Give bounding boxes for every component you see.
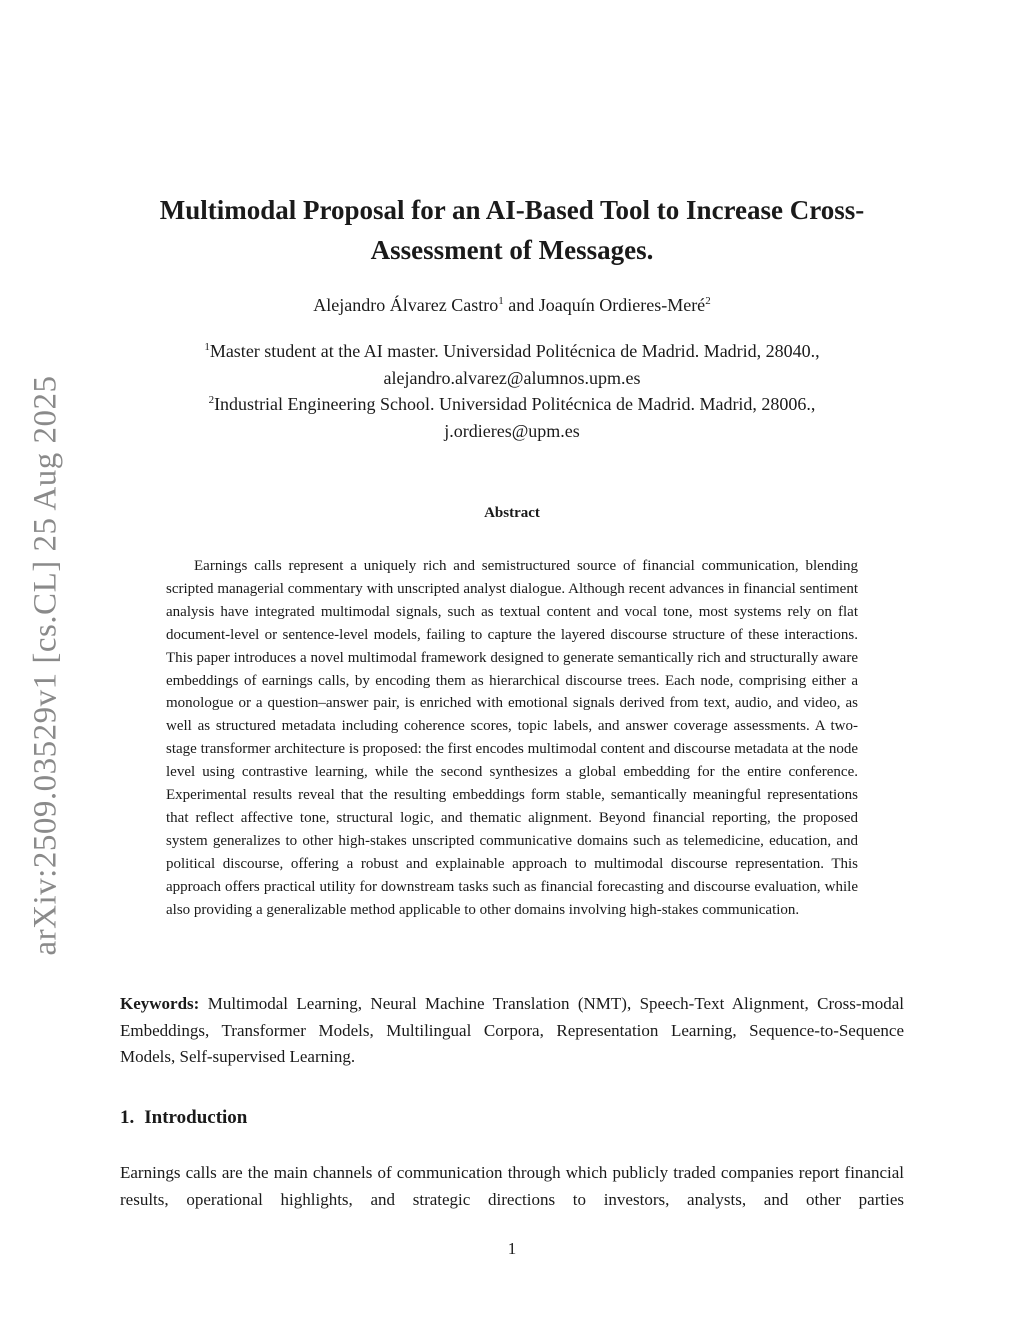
affiliations [120,338,904,444]
introduction-text: Earnings calls are the main channels of communication through which publicly traded companies report financial results, operational highlights, and strategic directions to investors, analysts, and other parties [120,1163,904,1209]
author-line [120,292,904,318]
section-number: 1. [120,1107,135,1128]
affiliation-text: Industrial Engineering School. Universidad Politécnica de Madrid. Madrid, 28006., [214,394,816,414]
section-heading-introduction [120,1105,904,1131]
keywords-text: Multimodal Learning, Neural Machine Translation (NMT), Speech-Text Alignment, Cross-modal Embeddings, Transformer Models, Multilingual Corpora, Representation Learning, Sequence-to-Sequence Models, Self-supervised Learning. [120,994,905,1066]
author-name: Alejandro Álvarez Castro [313,295,499,315]
abstract-text: Earnings calls represent a uniquely rich and semistructured source of financial communication, blending scripted managerial commentary with unscripted analyst dialogue. Although recent advances in financial sentiment analysis have integrated multimodal signals, such as textual content and vocal tone, most systems rely on flat document-level or sentence-level models, failing to capture the layered discourse structure of these interactions. This paper introduces a novel multimodal framework designed to generate semantically rich and structurally aware embeddings of earnings calls, by encoding them as hierarchical discourse trees. Each node, comprising either a monologue or a question–answer pair, is enriched with emotional signals derived from text, audio, and video, as well as structured metadata including coherence scores, topic labels, and answer coverage assessments. A two-stage transformer architecture is proposed: the first encodes multimodal content and discourse metadata at the node level using contrastive learning, while the second synthesizes a global embedding for the entire conference. Experimental results reveal that the resulting embeddings form stable, semantically meaningful representations that reflect affective tone, structural logic, and thematic alignment. Beyond financial reporting, the proposed system generalizes to other high-stakes unscripted communicative domains such as telemedicine, education, and political discourse, offering a robust and explainable approach to multimodal discourse representation. This approach offers practical utility for downstream tasks such as financial forecasting and discourse evaluation, while also providing a generalizable method applicable to other domains involving high-stakes communication. [166,558,858,918]
page-number: 1 [507,1239,517,1258]
author-name: Joaquín Ordieres-Meré [538,295,706,315]
paper-title: Multimodal Proposal for an AI-Based Tool to Increase Cross-Assessment of Messages. [159,195,865,265]
arxiv-identifier-stamp [23,370,69,960]
affiliation-email: alejandro.alvarez@alumnos.upm.es [383,367,641,388]
keywords-paragraph [120,991,904,1071]
abstract-heading: Abstract [484,505,540,521]
affiliation-email: j.ordieres@upm.es [444,420,580,441]
affiliation-mark: 1 [498,295,504,307]
affiliation-mark: 2 [705,295,711,307]
affiliation-text: Master student at the AI master. Universidad Politécnica de Madrid. Madrid, 28040., [209,341,820,361]
arxiv-identifier-text: arXiv:2509.03529v1 [cs.CL] 25 Aug 2025 [27,375,64,955]
author-conjunction: and [503,295,539,315]
affiliation-line [120,338,904,365]
keywords-label: Keywords: [120,994,200,1013]
section-title: Introduction [144,1107,248,1128]
affiliation-mark: 1 [204,341,210,353]
affiliation-mark: 2 [208,394,215,406]
affiliation-line [120,391,904,418]
